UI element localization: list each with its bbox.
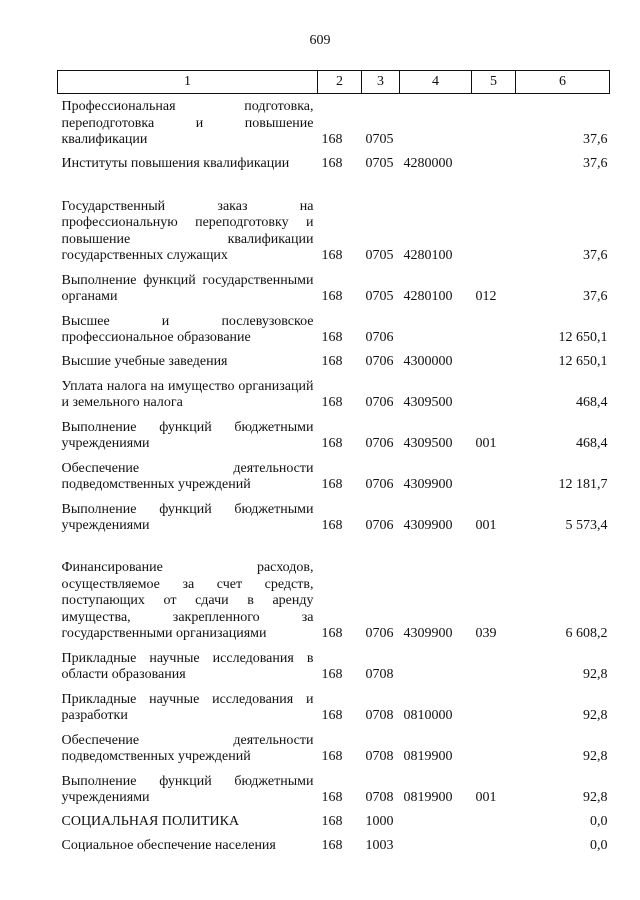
table-row [58, 538, 610, 646]
row-code-5 [472, 687, 516, 728]
row-code-2: 168 [321, 790, 343, 805]
row-description: Прикладные научные исследования в области образования [61, 650, 314, 682]
row-code-3: 0708 [365, 667, 394, 682]
budget-table [57, 70, 610, 858]
row-description: СОЦИАЛЬНАЯ ПОЛИТИКА [61, 814, 240, 829]
row-code-3: 1003 [365, 838, 394, 853]
row-code-2: 168 [321, 667, 343, 682]
row-description: Высшие учебные заведения [61, 354, 228, 369]
row-code-4: 4280100 [403, 289, 453, 304]
header-col-6: 6 [516, 71, 610, 94]
row-amount: 12 181,7 [558, 477, 608, 492]
row-amount: 12 650,1 [558, 330, 608, 345]
row-code-4: 4280000 [403, 156, 453, 171]
row-code-3: 0708 [365, 708, 394, 723]
table-row [58, 268, 610, 309]
row-amount: 468,4 [576, 395, 608, 410]
header-row [58, 71, 610, 94]
page-number: 609 [309, 33, 331, 48]
row-code-4: 0810000 [403, 708, 453, 723]
row-description: Финансирование расходов, осуществляемое за счет средств, поступающих от сдачи в аренду имущества, закрепленного за государственными организациями [61, 560, 314, 641]
row-amount: 92,8 [583, 708, 608, 723]
row-amount: 92,8 [583, 790, 608, 805]
table-row [58, 152, 610, 176]
table-row [58, 728, 610, 769]
row-amount: 37,6 [583, 248, 608, 263]
row-code-5 [472, 94, 516, 152]
row-code-3: 0706 [365, 330, 394, 345]
row-code-5: 001 [475, 518, 497, 533]
table-row [58, 834, 610, 858]
table-row [58, 497, 610, 538]
table-row [58, 456, 610, 497]
row-code-2: 168 [321, 626, 343, 641]
row-code-3: 0705 [365, 156, 394, 171]
row-amount: 5 573,4 [565, 518, 608, 533]
row-description: Уплата налога на имущество организаций и земельного налога [61, 378, 314, 410]
row-code-5: 039 [475, 626, 497, 641]
header-col-2: 2 [318, 71, 362, 94]
row-code-3: 1000 [365, 814, 394, 829]
row-description: Выполнение функций бюджетными учреждениями [61, 501, 314, 533]
row-code-2: 168 [321, 708, 343, 723]
row-code-2: 168 [321, 156, 343, 171]
row-code-5: 001 [475, 436, 497, 451]
row-code-4 [400, 646, 472, 687]
row-code-3: 0706 [365, 354, 394, 369]
row-amount: 6 608,2 [565, 626, 608, 641]
row-code-2: 168 [321, 838, 343, 853]
table-body [58, 94, 610, 858]
row-code-5 [472, 350, 516, 374]
table-row [58, 176, 610, 268]
row-code-2: 168 [321, 477, 343, 492]
row-code-2: 168 [321, 436, 343, 451]
row-code-3: 0706 [365, 626, 394, 641]
row-code-4 [400, 834, 472, 858]
row-code-2: 168 [321, 518, 343, 533]
row-code-5: 012 [475, 289, 497, 304]
row-code-4 [400, 94, 472, 152]
row-code-2: 168 [321, 132, 343, 147]
row-code-3: 0706 [365, 477, 394, 492]
table-row [58, 94, 610, 152]
row-code-5 [472, 374, 516, 415]
row-code-4: 4309500 [403, 436, 453, 451]
row-code-5 [472, 152, 516, 176]
row-amount: 37,6 [583, 156, 608, 171]
row-code-5 [472, 176, 516, 268]
row-amount: 0,0 [590, 838, 608, 853]
row-code-2: 168 [321, 749, 343, 764]
row-code-5 [472, 810, 516, 834]
table-row [58, 769, 610, 810]
row-amount: 12 650,1 [558, 354, 608, 369]
row-code-5 [472, 834, 516, 858]
row-code-4: 0819900 [403, 749, 453, 764]
row-code-3: 0706 [365, 395, 394, 410]
row-code-5 [472, 456, 516, 497]
table-row [58, 309, 610, 350]
header-col-1: 1 [58, 71, 318, 94]
table-row [58, 374, 610, 415]
row-code-2: 168 [321, 330, 343, 345]
row-code-5: 001 [475, 790, 497, 805]
row-code-2: 168 [321, 814, 343, 829]
row-code-3: 0706 [365, 436, 394, 451]
row-description: Социальное обеспечение населения [61, 838, 276, 853]
row-description: Высшее и послевузовское профессиональное образование [61, 313, 314, 345]
row-description: Институты повышения квалификации [61, 156, 290, 171]
row-code-4: 4309500 [403, 395, 453, 410]
row-amount: 468,4 [576, 436, 608, 451]
row-code-3: 0705 [365, 248, 394, 263]
row-code-4 [400, 309, 472, 350]
row-amount: 0,0 [590, 814, 608, 829]
table-row [58, 810, 610, 834]
row-amount: 37,6 [583, 289, 608, 304]
row-code-3: 0706 [365, 518, 394, 533]
header-col-3: 3 [362, 71, 400, 94]
row-description: Выполнение функций бюджетными учреждениями [61, 419, 314, 451]
header-col-5: 5 [472, 71, 516, 94]
row-code-3: 0708 [365, 749, 394, 764]
table-row [58, 687, 610, 728]
row-code-4: 4300000 [403, 354, 453, 369]
row-description: Государственный заказ на профессиональную переподготовку и повышение квалификации государственных служащих [61, 198, 314, 263]
row-amount: 37,6 [583, 132, 608, 147]
row-code-4: 0819900 [403, 790, 453, 805]
row-code-3: 0705 [365, 132, 394, 147]
row-code-2: 168 [321, 248, 343, 263]
header-col-4: 4 [400, 71, 472, 94]
row-code-4: 4309900 [403, 626, 453, 641]
table-header [58, 71, 610, 94]
table-row [58, 415, 610, 456]
row-code-2: 168 [321, 289, 343, 304]
row-description: Обеспечение деятельности подведомственных учреждений [61, 460, 314, 492]
row-code-5 [472, 309, 516, 350]
row-code-4 [400, 810, 472, 834]
row-code-4: 4309900 [403, 477, 453, 492]
row-description: Профессиональная подготовка, переподготовка и повышение квалификации [61, 99, 314, 147]
row-code-4: 4309900 [403, 518, 453, 533]
row-description: Обеспечение деятельности подведомственных учреждений [61, 732, 314, 764]
row-amount: 92,8 [583, 749, 608, 764]
table-row [58, 646, 610, 687]
table-row [58, 350, 610, 374]
row-code-4: 4280100 [403, 248, 453, 263]
row-code-3: 0705 [365, 289, 394, 304]
row-code-2: 168 [321, 354, 343, 369]
row-description: Выполнение функций государственными органами [61, 272, 314, 304]
row-amount: 92,8 [583, 667, 608, 682]
row-code-5 [472, 728, 516, 769]
row-description: Выполнение функций бюджетными учреждениями [61, 773, 314, 805]
row-code-3: 0708 [365, 790, 394, 805]
row-code-2: 168 [321, 395, 343, 410]
row-code-5 [472, 646, 516, 687]
row-description: Прикладные научные исследования и разработки [61, 691, 314, 723]
